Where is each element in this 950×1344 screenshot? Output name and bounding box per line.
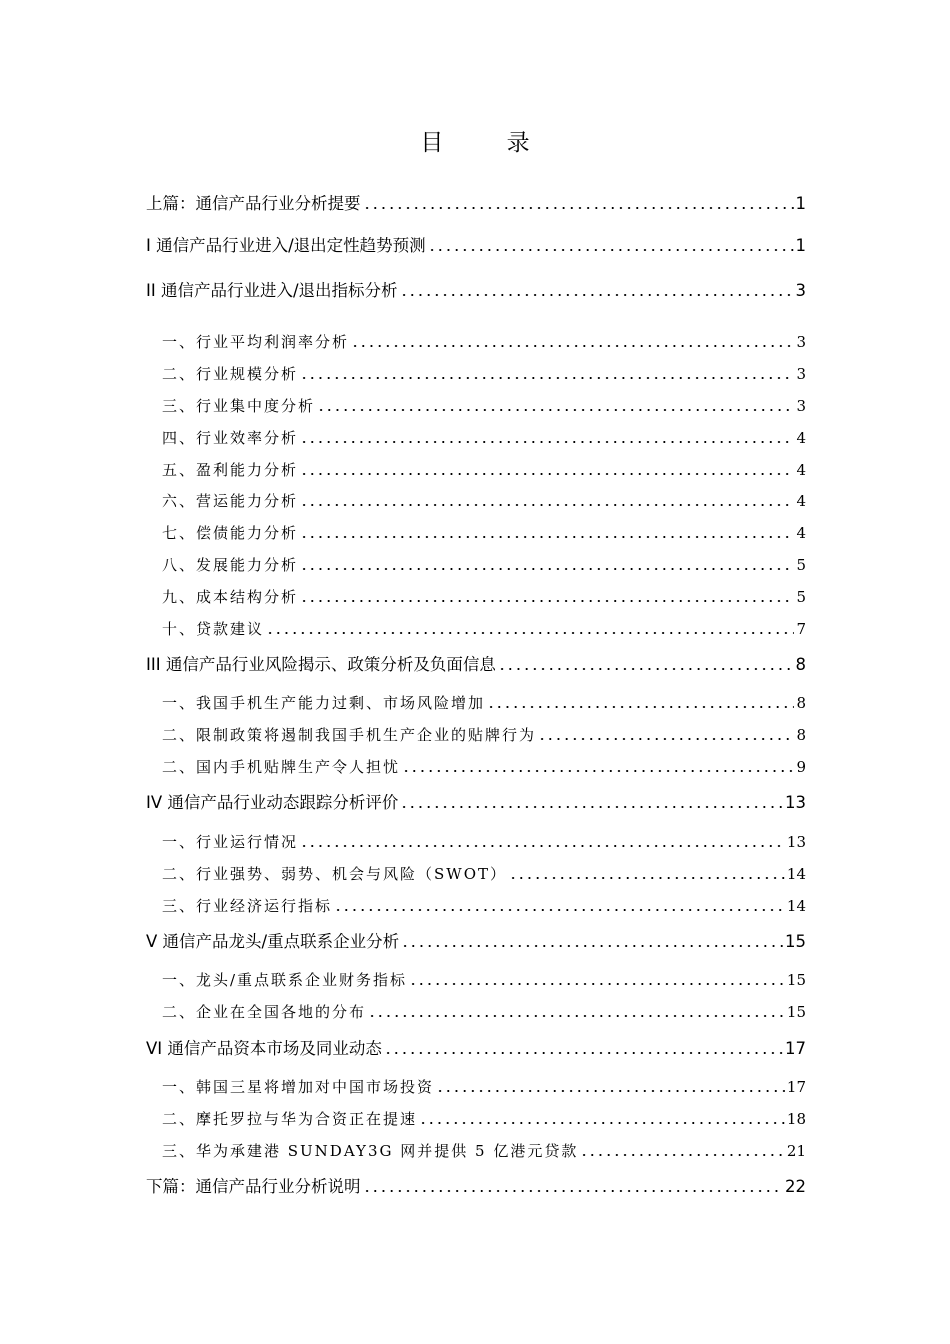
dot-leader xyxy=(334,908,785,912)
toc-entry[interactable] xyxy=(162,724,806,746)
toc-entry[interactable] xyxy=(162,863,806,885)
toc-entry-label: 二、行业强势、弱势、机会与风险（SWOT） xyxy=(162,865,507,883)
toc-entry[interactable] xyxy=(162,1001,806,1023)
toc-entry[interactable] xyxy=(162,692,806,714)
toc-entry-page: 15 xyxy=(785,932,806,951)
toc-entry-label: I 通信产品行业进入/退出定性趋势预测 xyxy=(146,236,426,255)
toc-entry-label: 一、行业运行情况 xyxy=(162,833,299,851)
dot-leader xyxy=(436,1089,785,1093)
toc-entry-page: 15 xyxy=(786,971,806,989)
toc-entry[interactable] xyxy=(162,831,806,853)
dot-leader xyxy=(351,344,794,348)
toc-entry[interactable] xyxy=(146,1176,806,1198)
toc-entry-page: 14 xyxy=(786,865,806,883)
toc-entry[interactable] xyxy=(162,363,806,385)
dot-leader xyxy=(400,293,794,297)
toc-entry-label: 二、国内手机贴牌生产令人担忧 xyxy=(162,758,401,776)
toc-entry[interactable] xyxy=(146,931,806,953)
dot-leader xyxy=(409,982,785,986)
toc-entry-label: 二、限制政策将遏制我国手机生产企业的贴牌行为 xyxy=(162,726,537,744)
dot-leader xyxy=(384,1051,783,1055)
dot-leader xyxy=(363,206,794,210)
toc-entry-page: 7 xyxy=(796,620,806,638)
toc-entry[interactable] xyxy=(162,895,806,917)
toc-entry-page: 1 xyxy=(795,194,806,213)
toc-entry-label: 一、龙头/重点联系企业财务指标 xyxy=(162,971,408,989)
toc-entry-page: 3 xyxy=(795,281,806,300)
toc-entry[interactable] xyxy=(162,331,806,353)
toc-entry-label: VI 通信产品资本市场及同业动态 xyxy=(146,1039,382,1058)
toc-entry-page: 17 xyxy=(786,1078,806,1096)
toc-entry-label: V 通信产品龙头/重点联系企业分析 xyxy=(146,932,400,951)
toc-entry-page: 15 xyxy=(786,1003,806,1021)
toc-entry[interactable] xyxy=(162,395,806,417)
toc-entry-page: 14 xyxy=(786,897,806,915)
dot-leader xyxy=(363,1189,784,1193)
dot-leader xyxy=(300,535,794,539)
toc-entry[interactable] xyxy=(162,1108,806,1130)
toc-entry-label: 三、华为承建港 SUNDAY3G 网并提供 5 亿港元贷款 xyxy=(162,1142,579,1160)
toc-entry-label: 四、行业效率分析 xyxy=(162,429,299,447)
toc-entry-page: 8 xyxy=(795,655,806,674)
toc-entry-label: 二、行业规模分析 xyxy=(162,365,299,383)
toc-entry-label: 十、贷款建议 xyxy=(162,620,265,638)
toc-entry-label: 二、摩托罗拉与华为合资正在提速 xyxy=(162,1110,418,1128)
dot-leader xyxy=(580,1153,785,1157)
toc-entry-label: 上篇：通信产品行业分析提要 xyxy=(146,194,361,213)
toc-entry-label: 二、企业在全国各地的分布 xyxy=(162,1003,367,1021)
dot-leader xyxy=(400,805,783,809)
dot-leader xyxy=(509,876,785,880)
toc-entry-label: 一、我国手机生产能力过剩、市场风险增加 xyxy=(162,694,486,712)
dot-leader xyxy=(498,667,794,671)
toc-entry[interactable] xyxy=(162,427,806,449)
toc-entry[interactable] xyxy=(146,235,806,257)
toc-entry-page: 3 xyxy=(796,397,806,415)
toc-entry-label: IV 通信产品行业动态跟踪分析评价 xyxy=(146,793,399,812)
toc-entry[interactable] xyxy=(162,586,806,608)
toc-entry-page: 5 xyxy=(796,556,806,574)
toc-entry-label: II 通信产品行业进入/退出指标分析 xyxy=(146,281,398,300)
dot-leader xyxy=(300,472,794,476)
toc-entry[interactable] xyxy=(162,522,806,544)
toc-entry-page: 4 xyxy=(796,524,806,542)
toc-entry[interactable] xyxy=(146,1038,806,1060)
toc-entry-label: 七、偿债能力分析 xyxy=(162,524,299,542)
toc-entry[interactable] xyxy=(162,1140,806,1162)
toc-entry-label: 六、营运能力分析 xyxy=(162,492,299,510)
toc-entry-page: 22 xyxy=(785,1177,806,1196)
toc-entry-page: 4 xyxy=(796,461,806,479)
dot-leader xyxy=(401,944,783,948)
dot-leader xyxy=(402,769,794,773)
toc-entry-page: 17 xyxy=(785,1039,806,1058)
toc-entry[interactable] xyxy=(162,459,806,481)
dot-leader xyxy=(300,440,794,444)
dot-leader xyxy=(300,567,794,571)
toc-entry-label: 三、行业经济运行指标 xyxy=(162,897,333,915)
toc-entry[interactable] xyxy=(146,280,806,302)
toc-entry[interactable] xyxy=(162,490,806,512)
toc-entry-page: 21 xyxy=(786,1142,806,1160)
toc-entry-page: 13 xyxy=(785,793,806,812)
toc-entry-page: 4 xyxy=(796,492,806,510)
dot-leader xyxy=(317,408,794,412)
toc-entry-label: 一、行业平均利润率分析 xyxy=(162,333,350,351)
dot-leader xyxy=(487,705,794,709)
toc-entry-page: 4 xyxy=(796,429,806,447)
toc-entry-page: 1 xyxy=(795,236,806,255)
dot-leader xyxy=(368,1014,785,1018)
toc-entry[interactable] xyxy=(162,1076,806,1098)
toc-entry-label: 八、发展能力分析 xyxy=(162,556,299,574)
toc-entry-page: 8 xyxy=(796,694,806,712)
toc-entry[interactable] xyxy=(162,969,806,991)
toc-entry[interactable] xyxy=(146,654,806,676)
toc-entry-label: 五、盈利能力分析 xyxy=(162,461,299,479)
toc-entry-label: III 通信产品行业风险揭示、政策分析及负面信息 xyxy=(146,655,496,674)
toc-entry-page: 3 xyxy=(796,333,806,351)
dot-leader xyxy=(300,503,794,507)
toc-entry-page: 8 xyxy=(796,726,806,744)
dot-leader xyxy=(428,248,794,252)
dot-leader xyxy=(300,844,785,848)
toc-entry[interactable] xyxy=(162,618,806,640)
dot-leader xyxy=(538,737,794,741)
toc-entry[interactable] xyxy=(146,193,806,215)
toc-entry-page: 18 xyxy=(786,1110,806,1128)
toc-entry-page: 9 xyxy=(796,758,806,776)
toc-entry-label: 三、行业集中度分析 xyxy=(162,397,316,415)
toc-entry-label: 下篇：通信产品行业分析说明 xyxy=(146,1177,361,1196)
toc-entry[interactable] xyxy=(162,756,806,778)
dot-leader xyxy=(266,631,794,635)
toc-entry-label: 一、韩国三星将增加对中国市场投资 xyxy=(162,1078,435,1096)
toc-entry-label: 九、成本结构分析 xyxy=(162,588,299,606)
toc-title: 目 录 xyxy=(420,130,558,156)
dot-leader xyxy=(300,599,794,603)
toc-entry[interactable] xyxy=(162,554,806,576)
toc-entry-page: 13 xyxy=(786,833,806,851)
toc-entry-page: 3 xyxy=(796,365,806,383)
dot-leader xyxy=(300,376,794,380)
toc-entry-page: 5 xyxy=(796,588,806,606)
dot-leader xyxy=(419,1121,785,1125)
toc-entry[interactable] xyxy=(146,792,806,814)
